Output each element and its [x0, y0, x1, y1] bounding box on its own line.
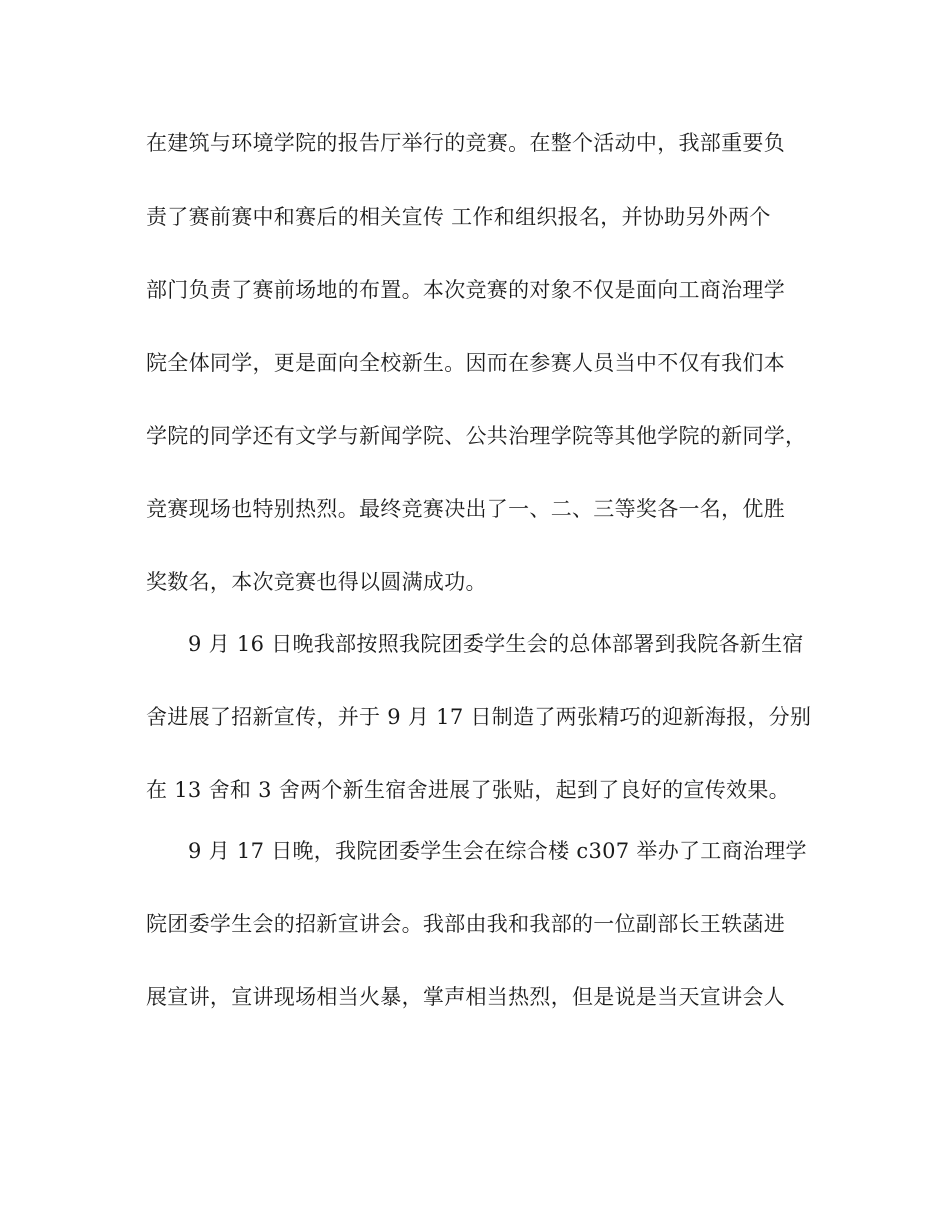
- paragraph-line: 9 月 17 日晚，我院团委学生会在综合楼 c307 举办了工商治理学: [188, 839, 807, 863]
- paragraph-line: 在建筑与环境学院的报告厅举行的竞赛。在整个活动中，我部重要负: [146, 131, 785, 155]
- paragraph-line: 部门负责了赛前场地的布置。本次竞赛的对象不仅是面向工商治理学: [146, 278, 785, 302]
- paragraph-line: 院团委学生会的招新宣讲会。我部由我和我部的一位副部长王轶菡进: [146, 912, 785, 936]
- paragraph-line: 9 月 16 日晚我部按照我院团委学生会的总体部署到我院各新生宿: [188, 632, 804, 656]
- paragraph-line: 在 13 舍和 3 舍两个新生宿舍进展了张贴，起到了良好的宣传效果。: [146, 778, 790, 802]
- paragraph-line: 竞赛现场也特别热烈。最终竞赛决出了一、二、三等奖各一名，优胜: [146, 497, 785, 521]
- paragraph-line: 奖数名，本次竞赛也得以圆满成功。: [146, 570, 487, 594]
- paragraph-line: 学院的同学还有文学与新闻学院、公共治理学院等其他学院的新同学，: [146, 424, 807, 448]
- paragraph-line: 院全体同学，更是面向全校新生。因而在参赛人员当中不仅有我们本: [146, 351, 785, 375]
- paragraph-line: 展宣讲，宣讲现场相当火暴，掌声相当热烈，但是说是当天宣讲会人: [146, 985, 785, 1009]
- paragraph-line: 责了赛前赛中和赛后的相关宣传 工作和组织报名，并协助另外两个: [146, 205, 771, 229]
- paragraph-line: 舍进展了招新宣传，并于 9 月 17 日制造了两张精巧的迎新海报，分别: [146, 705, 812, 729]
